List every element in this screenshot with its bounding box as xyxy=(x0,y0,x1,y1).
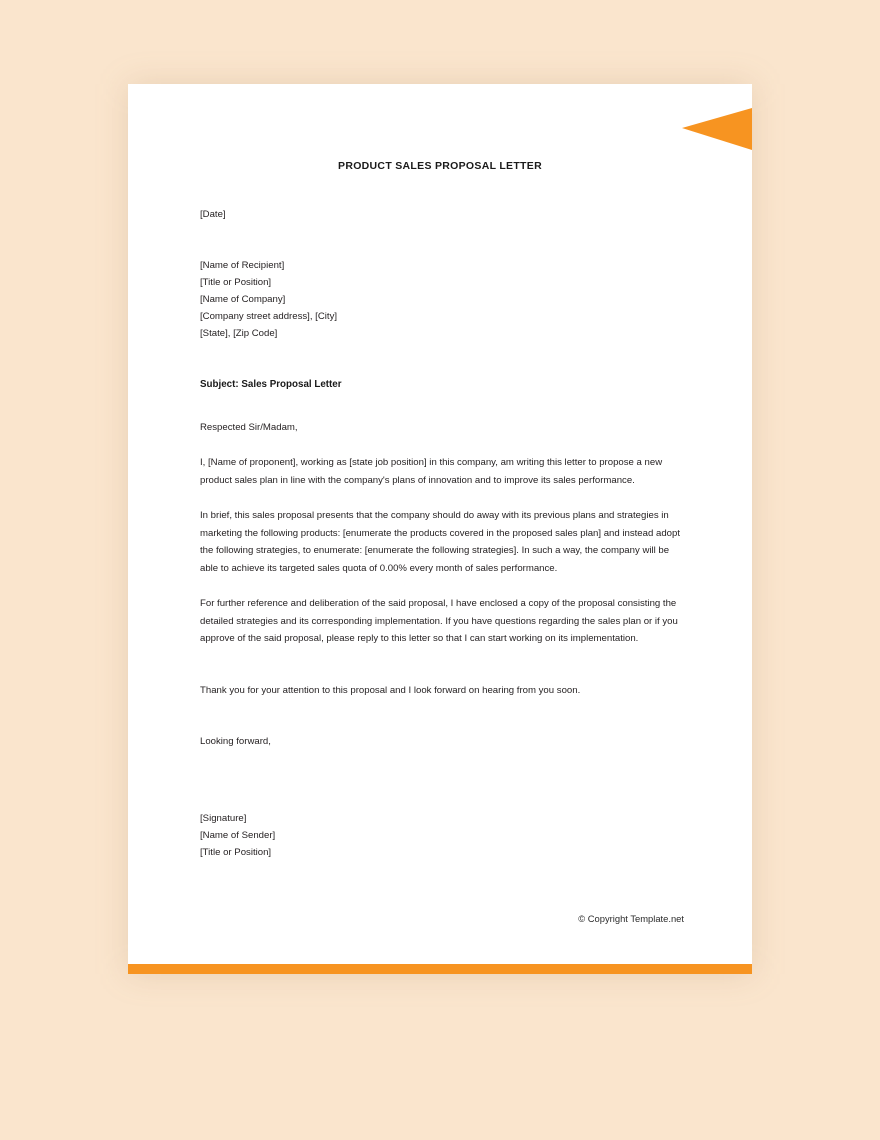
spacer xyxy=(200,342,684,376)
document-page xyxy=(128,84,752,964)
spacer xyxy=(200,648,684,682)
spacer xyxy=(200,223,684,257)
copyright-notice: © Copyright Template.net xyxy=(578,913,684,924)
letter-body xyxy=(200,206,684,861)
spacer xyxy=(200,750,684,784)
spacer xyxy=(200,784,684,810)
recipient-block xyxy=(200,257,684,342)
sender-name: [Name of Sender] xyxy=(200,830,276,841)
sender-title: [Title or Position] xyxy=(200,847,272,858)
spacer xyxy=(200,393,684,419)
salutation: Respected Sir/Madam, xyxy=(200,422,298,433)
signature-block xyxy=(200,810,684,861)
spacer xyxy=(200,577,684,595)
spacer xyxy=(200,489,684,507)
paragraph-2: In brief, this sales proposal presents that the company should do away with its previous plans and strategies in marketing the following products: [enumerate the products covered in the proposed sales plan] and instead adopt the following strategies, to enumerate: [enumerate the following strategies]. In such a way, the company will be able to achieve its targeted sales quota of 0.00% every month of sales performance. xyxy=(200,510,680,574)
orange-corner-triangle-decoration xyxy=(682,108,752,150)
date-field: [Date] xyxy=(200,209,226,220)
page-title: PRODUCT SALES PROPOSAL LETTER xyxy=(338,160,542,172)
closing-line: Looking forward, xyxy=(200,736,271,747)
thank-you-line: Thank you for your attention to this proposal and I look forward on hearing from you soon. xyxy=(200,684,581,696)
recipient-title: [Title or Position] xyxy=(200,277,272,288)
paragraph-3: For further reference and deliberation of the said proposal, I have enclosed a copy of the proposal consisting the detailed strategies and its corresponding implementation. If you have questions regarding the sales plan or if you approve of the said proposal, please reply to this letter so that I can start working on its implementation. xyxy=(200,598,678,644)
spacer xyxy=(200,436,684,454)
recipient-state-zip: [State], [Zip Code] xyxy=(200,328,278,339)
recipient-company: [Name of Company] xyxy=(200,294,286,305)
spacer xyxy=(200,699,684,733)
orange-bottom-bar-decoration xyxy=(128,964,752,974)
recipient-address: [Company street address], [City] xyxy=(200,311,338,322)
recipient-name: [Name of Recipient] xyxy=(200,260,285,271)
subject-line: Subject: Sales Proposal Letter xyxy=(200,379,342,390)
paragraph-1: I, [Name of proponent], working as [state job position] in this company, am writing this letter to propose a new product sales plan in line with the company's plans of innovation and to improve its sales performance. xyxy=(200,457,663,486)
signature-placeholder: [Signature] xyxy=(200,813,247,824)
